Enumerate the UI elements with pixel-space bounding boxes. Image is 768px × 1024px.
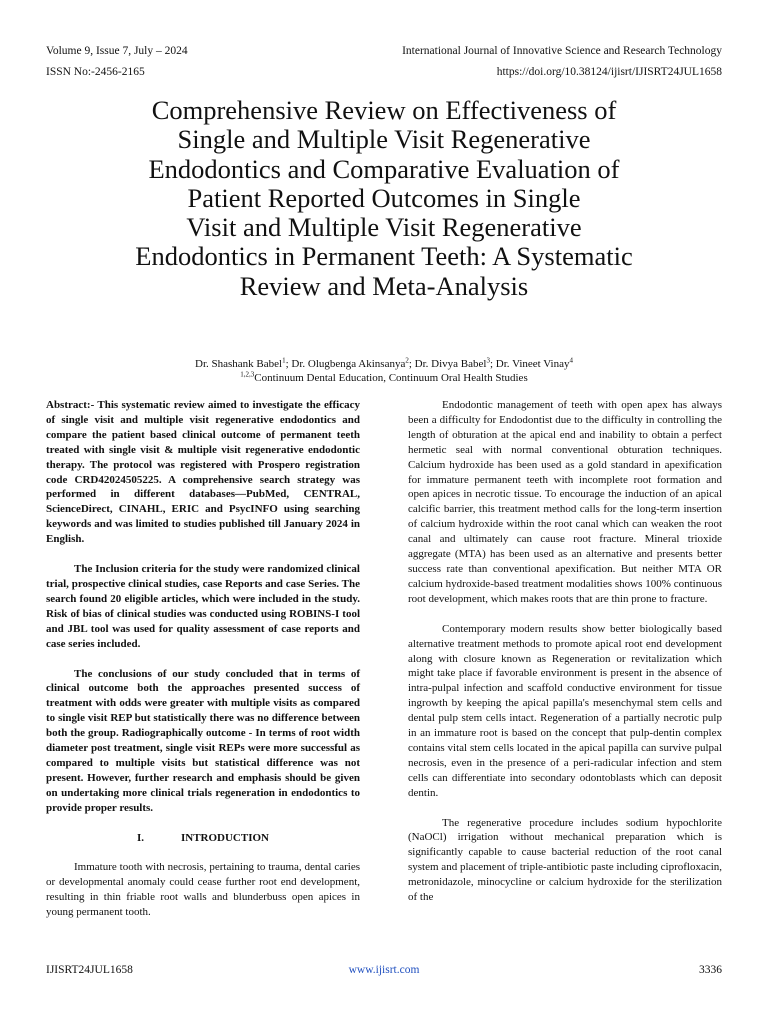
title-line: Endodontics in Permanent Teeth: A Systematic [135,241,633,272]
author-affiliation-mark: 1 [282,356,286,365]
author-name: Dr. Divya Babel [414,358,487,370]
issn: ISSN No:-2456-2165 [46,66,145,78]
left-column [46,398,360,935]
right-column [408,398,722,920]
section-title: INTRODUCTION [180,831,269,844]
author-name: Dr. Olugbenga Akinsanya [291,358,406,370]
author-affiliation-mark: 3 [486,356,490,365]
affiliation-mark: 1,2,3 [240,370,255,379]
paper-id: IJISRT24JUL1658 [46,964,133,976]
website-link[interactable]: www.ijisrt.com [348,964,420,976]
body-paragraph: Endodontic management of teeth with open apex has always been a difficulty for Endodontist due to the difficulty in controlling the length of obturation at the apical end and inability to obtain a perfect hermetic seal with normal conventional obturation techniques. Calcium hydroxide has been used as a gold standard in apexification for immature permanent teeth with incomplete root formation and open apices in necrotic tissue. To encourage the induction of an apical calcific barrier, this treatment method calls for the long-term insertion of calcium hydroxide within the root canal which can weaken the root canal and ultimately can cause root fracture. Mineral trioxide aggregate (MTA) has been used as an alternative and presents better success rate than conventional apexification. But neither MTA OR calcium hydroxide-based treatment modalities shows 100% continuous root development, which makes roots that are thin prone to fracture. [408,399,722,605]
section-heading [46,831,360,846]
body-paragraph: The regenerative procedure includes sodium hypochlorite (NaOCl) irrigation without mechanical preparation which is significantly capable to cause bacterial reduction of the root canal system and placement of triple-antibiotic paste including ciprofloxacin, metronidazole, minocycline or calcium hydroxide for the sterilization of the [408,816,723,904]
abstract-paragraph: The conclusions of our study concluded that in terms of clinical outcome both the approaches presented success of treatment with odds were greater with multiple visits as compared to single visit REP but statistically there was no difference between both the group. Radiographically outcome - In terms of root width diameter post treatment, single visit REPs were more successful as compared to multiple visits but statistical difference was not present. However, further research and emphasis should be given on undertaking more clinical trials regeneration in endodontics to provide proper results. [46,667,360,814]
affiliation [46,371,722,385]
author-separator: ; [285,358,292,370]
author-name: Dr. Shashank Babel [195,358,283,370]
page-number: 3336 [699,964,722,976]
title-line: Comprehensive Review on Effectiveness of [151,95,617,125]
author-separator: ; [408,358,415,370]
abstract-paragraph: The Inclusion criteria for the study were randomized clinical trial, prospective clinical studies, case Reports and case Series. The search found 20 eligible articles, which were included in the study. Risk of bias of clinical studies was conducted using ROBINS-I tool and JBL tool was used for quality assessment of case reports and case series included. [46,563,360,650]
doi-link[interactable]: https://doi.org/10.38124/ijisrt/IJISRT24JUL1658 [496,66,722,78]
abstract-paragraph: Abstract:- This systematic review aimed to investigate the efficacy of single visit and multiple visit regenerative endodontics and compare the patient based clinical outcome of permanent teeth treated with single visit & multiple visit regenerative endodontic therapy. The protocol was registered with Prospero registration code CRD42024505225. A comprehensive search strategy was performed in different databases—PubMed, CENTRAL, ScienceDirect, CINAHL, ERIC and PsycINFO using searching keywords and was limited to studies published till January 2024 in English. [46,399,360,546]
author-name: Dr. Vineet Vinay [495,358,570,370]
title-line: Single and Multiple Visit Regenerative [177,124,591,155]
title-line: Patient Reported Outcomes in Single [187,182,581,213]
body-paragraph: Immature tooth with necrosis, pertaining to trauma, dental caries or developmental anomaly could cease further root end development, resulting in thin friable root walls and blunderbuss open apices in young permanent tooth. [46,861,360,919]
paper-title [60,96,708,301]
author-affiliation-mark: 4 [569,356,573,365]
affiliation-text: Continuum Dental Education, Continuum Oral Health Studies [254,372,528,384]
body-paragraph: Contemporary modern results show better biologically based alternative treatment methods to promote apical root end development along with closure known as Regeneration or revitalization which might take place if favorable environment is present in the absence of intra-pulpal infection and scaffold conductive environment for tissue ingrowth by keeping the apical papilla's mesenchymal stem cells and dental pulp stem cells intact. Regeneration of a partially necrotic pulp in an immature root is based on the concept that pulp-dentin complex contains vital stem cells located in the apical papilla can survive pulpal necrosis, even in the presence of a peri-radicular infection and stem cells can differentiate into secondary odontoblasts which can deposit dentin. [408,622,722,799]
author-list [46,357,722,371]
title-line: Endodontics and Comparative Evaluation of [148,153,620,184]
title-line: Visit and Multiple Visit Regenerative [186,212,582,243]
author-affiliation-mark: 2 [405,356,409,365]
volume-issue: Volume 9, Issue 7, July – 2024 [46,45,188,57]
author-separator: ; [489,358,496,370]
section-number: I. [136,831,145,844]
journal-name: International Journal of Innovative Science and Research Technology [402,45,722,57]
title-line: Review and Meta-Analysis [239,270,529,301]
